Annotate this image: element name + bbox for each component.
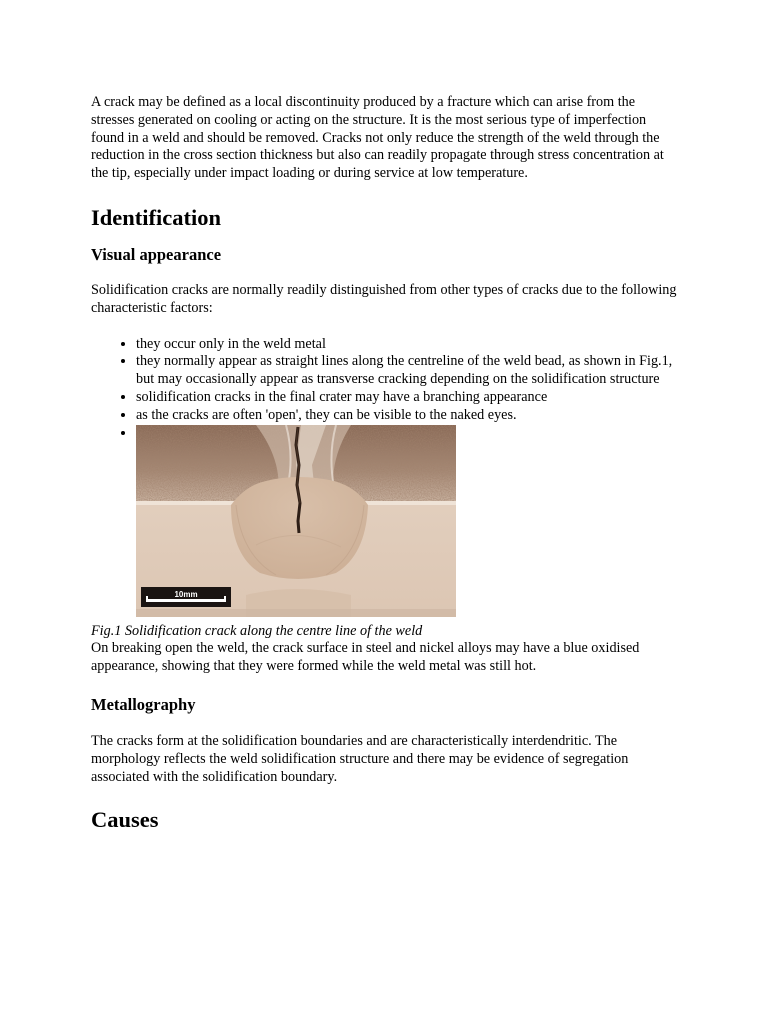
list-item: • they normally appear as straight lines along the centreline of the weld bead, as shown in Fig.1, but may occasionally appear as transverse cracking depending on the solidification structure (136, 353, 679, 389)
weld-cross-section-image (136, 425, 456, 617)
scale-bar-label: • 10mm (174, 589, 198, 599)
after-figure-paragraph: On breaking open the weld, the crack surface in steel and nickel alloys may have a blue oxidised appearance, showing that they were formed while the weld metal was still hot. (91, 640, 640, 675)
characteristics-list (91, 336, 679, 617)
list-item: • they occur only in the weld metal (136, 336, 679, 354)
weld-crack-photo (136, 425, 456, 617)
heading-causes: Causes (91, 807, 159, 833)
visual-appearance-paragraph: Solidification cracks are normally readily distinguished from other types of cracks due to the following characteristic factors: (91, 281, 677, 316)
metallography-paragraph: The cracks form at the solidification boundaries and are characteristically interdendritic. The morphology reflects the weld solidification structure and there may be evidence of segregation associated with the solidification boundary. (91, 732, 629, 785)
list-item: • solidification cracks in the final crater may have a branching appearance (136, 389, 679, 407)
heading-identification: Identification (91, 204, 222, 230)
heading-metallography: Metallography (91, 694, 196, 714)
intro-paragraph: A crack may be defined as a local discontinuity produced by a fracture which can arise from the stresses generated on cooling or acting on the structure. It is the most serious type of imperfection found in a weld and should be removed. Cracks not only reduce the strength of the weld through the reduction in the cross section thickness but also can readily propagate through stress concentration at the tip, especially under impact loading or during service at low temperature. (91, 94, 664, 182)
heading-visual-appearance: Visual appearance (91, 244, 222, 264)
figure-caption: Fig.1 Solidification crack along the centre line of the weld (91, 622, 423, 639)
list-item-figure (136, 425, 679, 617)
list-item: • as the cracks are often 'open', they can be visible to the naked eyes. (136, 407, 679, 425)
document-content (91, 94, 679, 833)
